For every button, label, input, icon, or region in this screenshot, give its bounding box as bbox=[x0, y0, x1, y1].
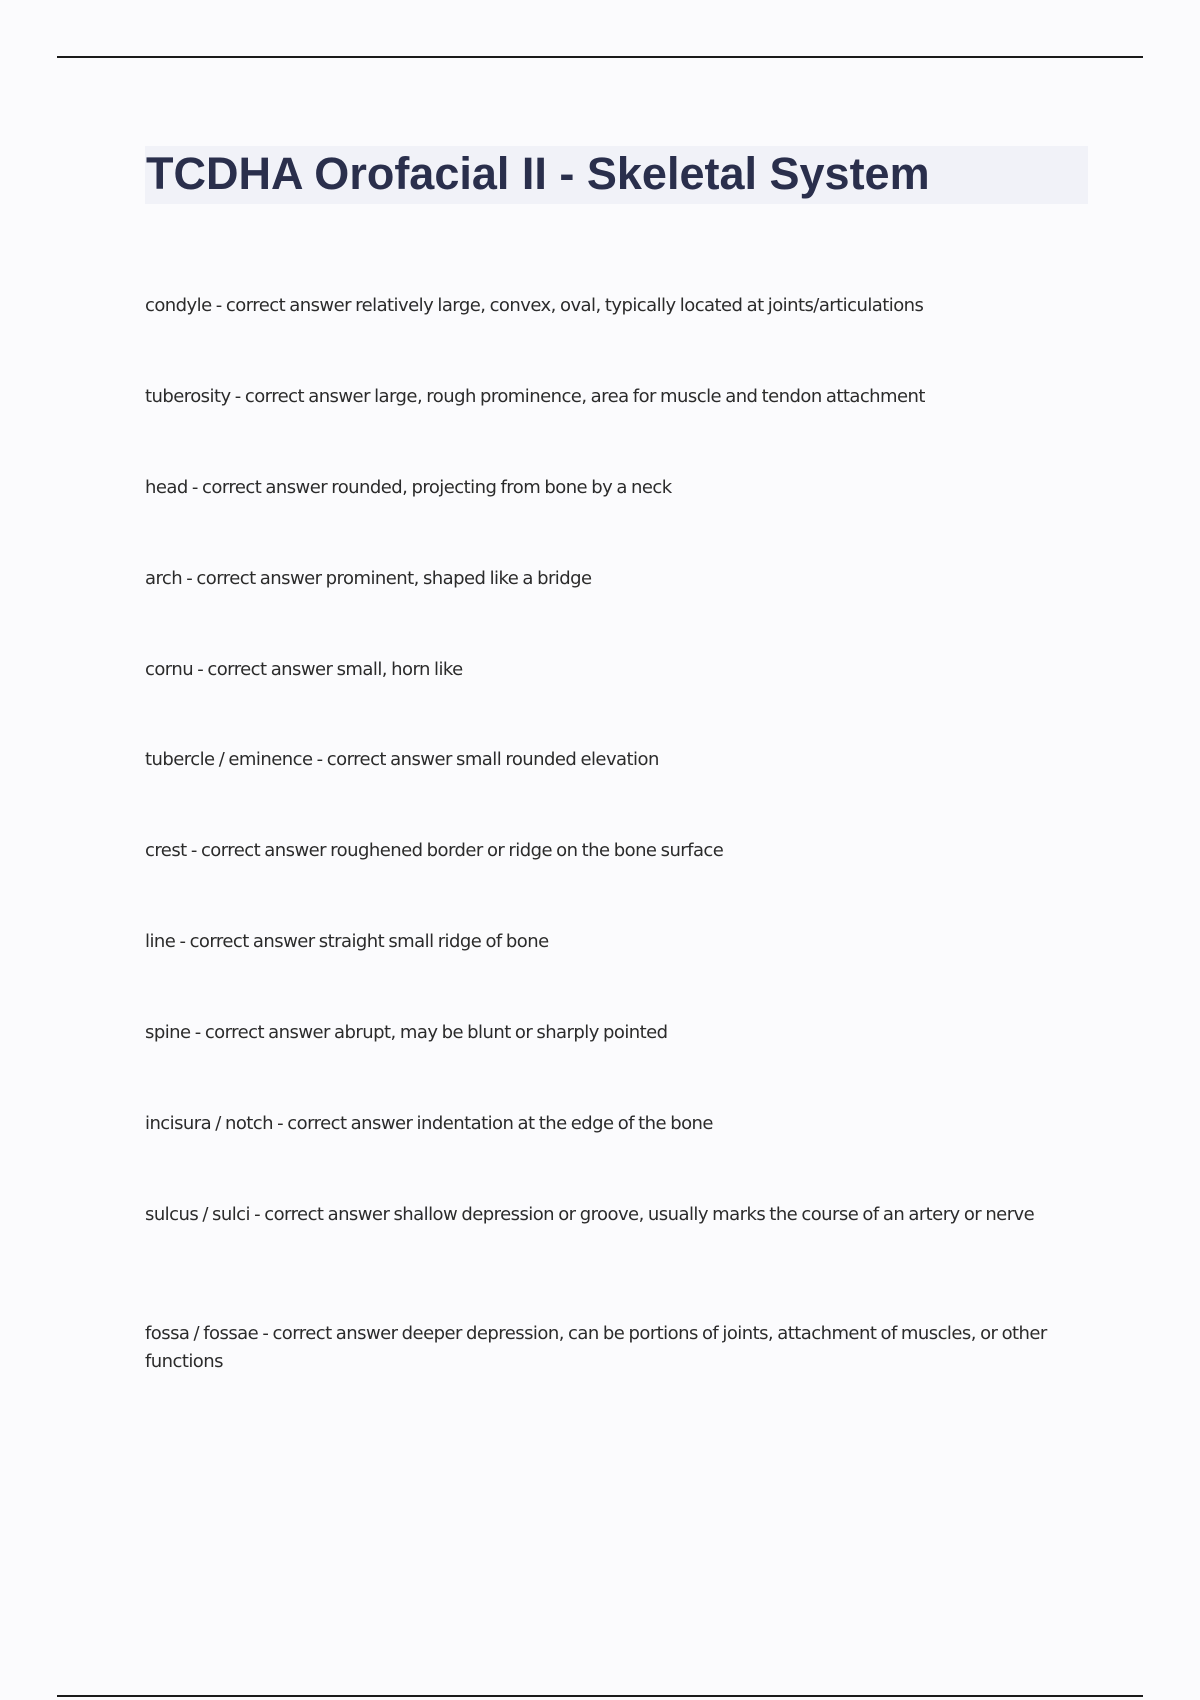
entry-line: line - correct answer straight small ridge of bone bbox=[145, 931, 549, 952]
entry-tubercle-eminence: tubercle / eminence - correct answer small rounded elevation bbox=[145, 749, 659, 770]
entry-tuberosity: tuberosity - correct answer large, rough prominence, area for muscle and tendon attachment bbox=[145, 386, 925, 407]
entry-fossa-fossae: fossa / fossae - correct answer deeper depression, can be portions of joints, attachment of muscles, or other functions bbox=[145, 1323, 1047, 1372]
entry-cornu: cornu - correct answer small, horn like bbox=[145, 659, 463, 680]
entry-arch: arch - correct answer prominent, shaped like a bridge bbox=[145, 568, 592, 589]
bottom-rule bbox=[57, 1695, 1143, 1697]
page-title: TCDHA Orofacial II - Skeletal System bbox=[146, 148, 930, 199]
top-rule bbox=[57, 56, 1143, 58]
entry-condyle: condyle - correct answer relatively large, convex, oval, typically located at joints/articulations bbox=[145, 295, 924, 316]
entry-crest: crest - correct answer roughened border or ridge on the bone surface bbox=[145, 840, 724, 861]
entry-sulcus-sulci: sulcus / sulci - correct answer shallow depression or groove, usually marks the course of an artery or nerve bbox=[145, 1204, 1035, 1225]
entry-head: head - correct answer rounded, projecting from bone by a neck bbox=[145, 477, 672, 498]
entry-incisura-notch: incisura / notch - correct answer indentation at the edge of the bone bbox=[145, 1113, 713, 1134]
entry-spine: spine - correct answer abrupt, may be blunt or sharply pointed bbox=[145, 1022, 668, 1043]
